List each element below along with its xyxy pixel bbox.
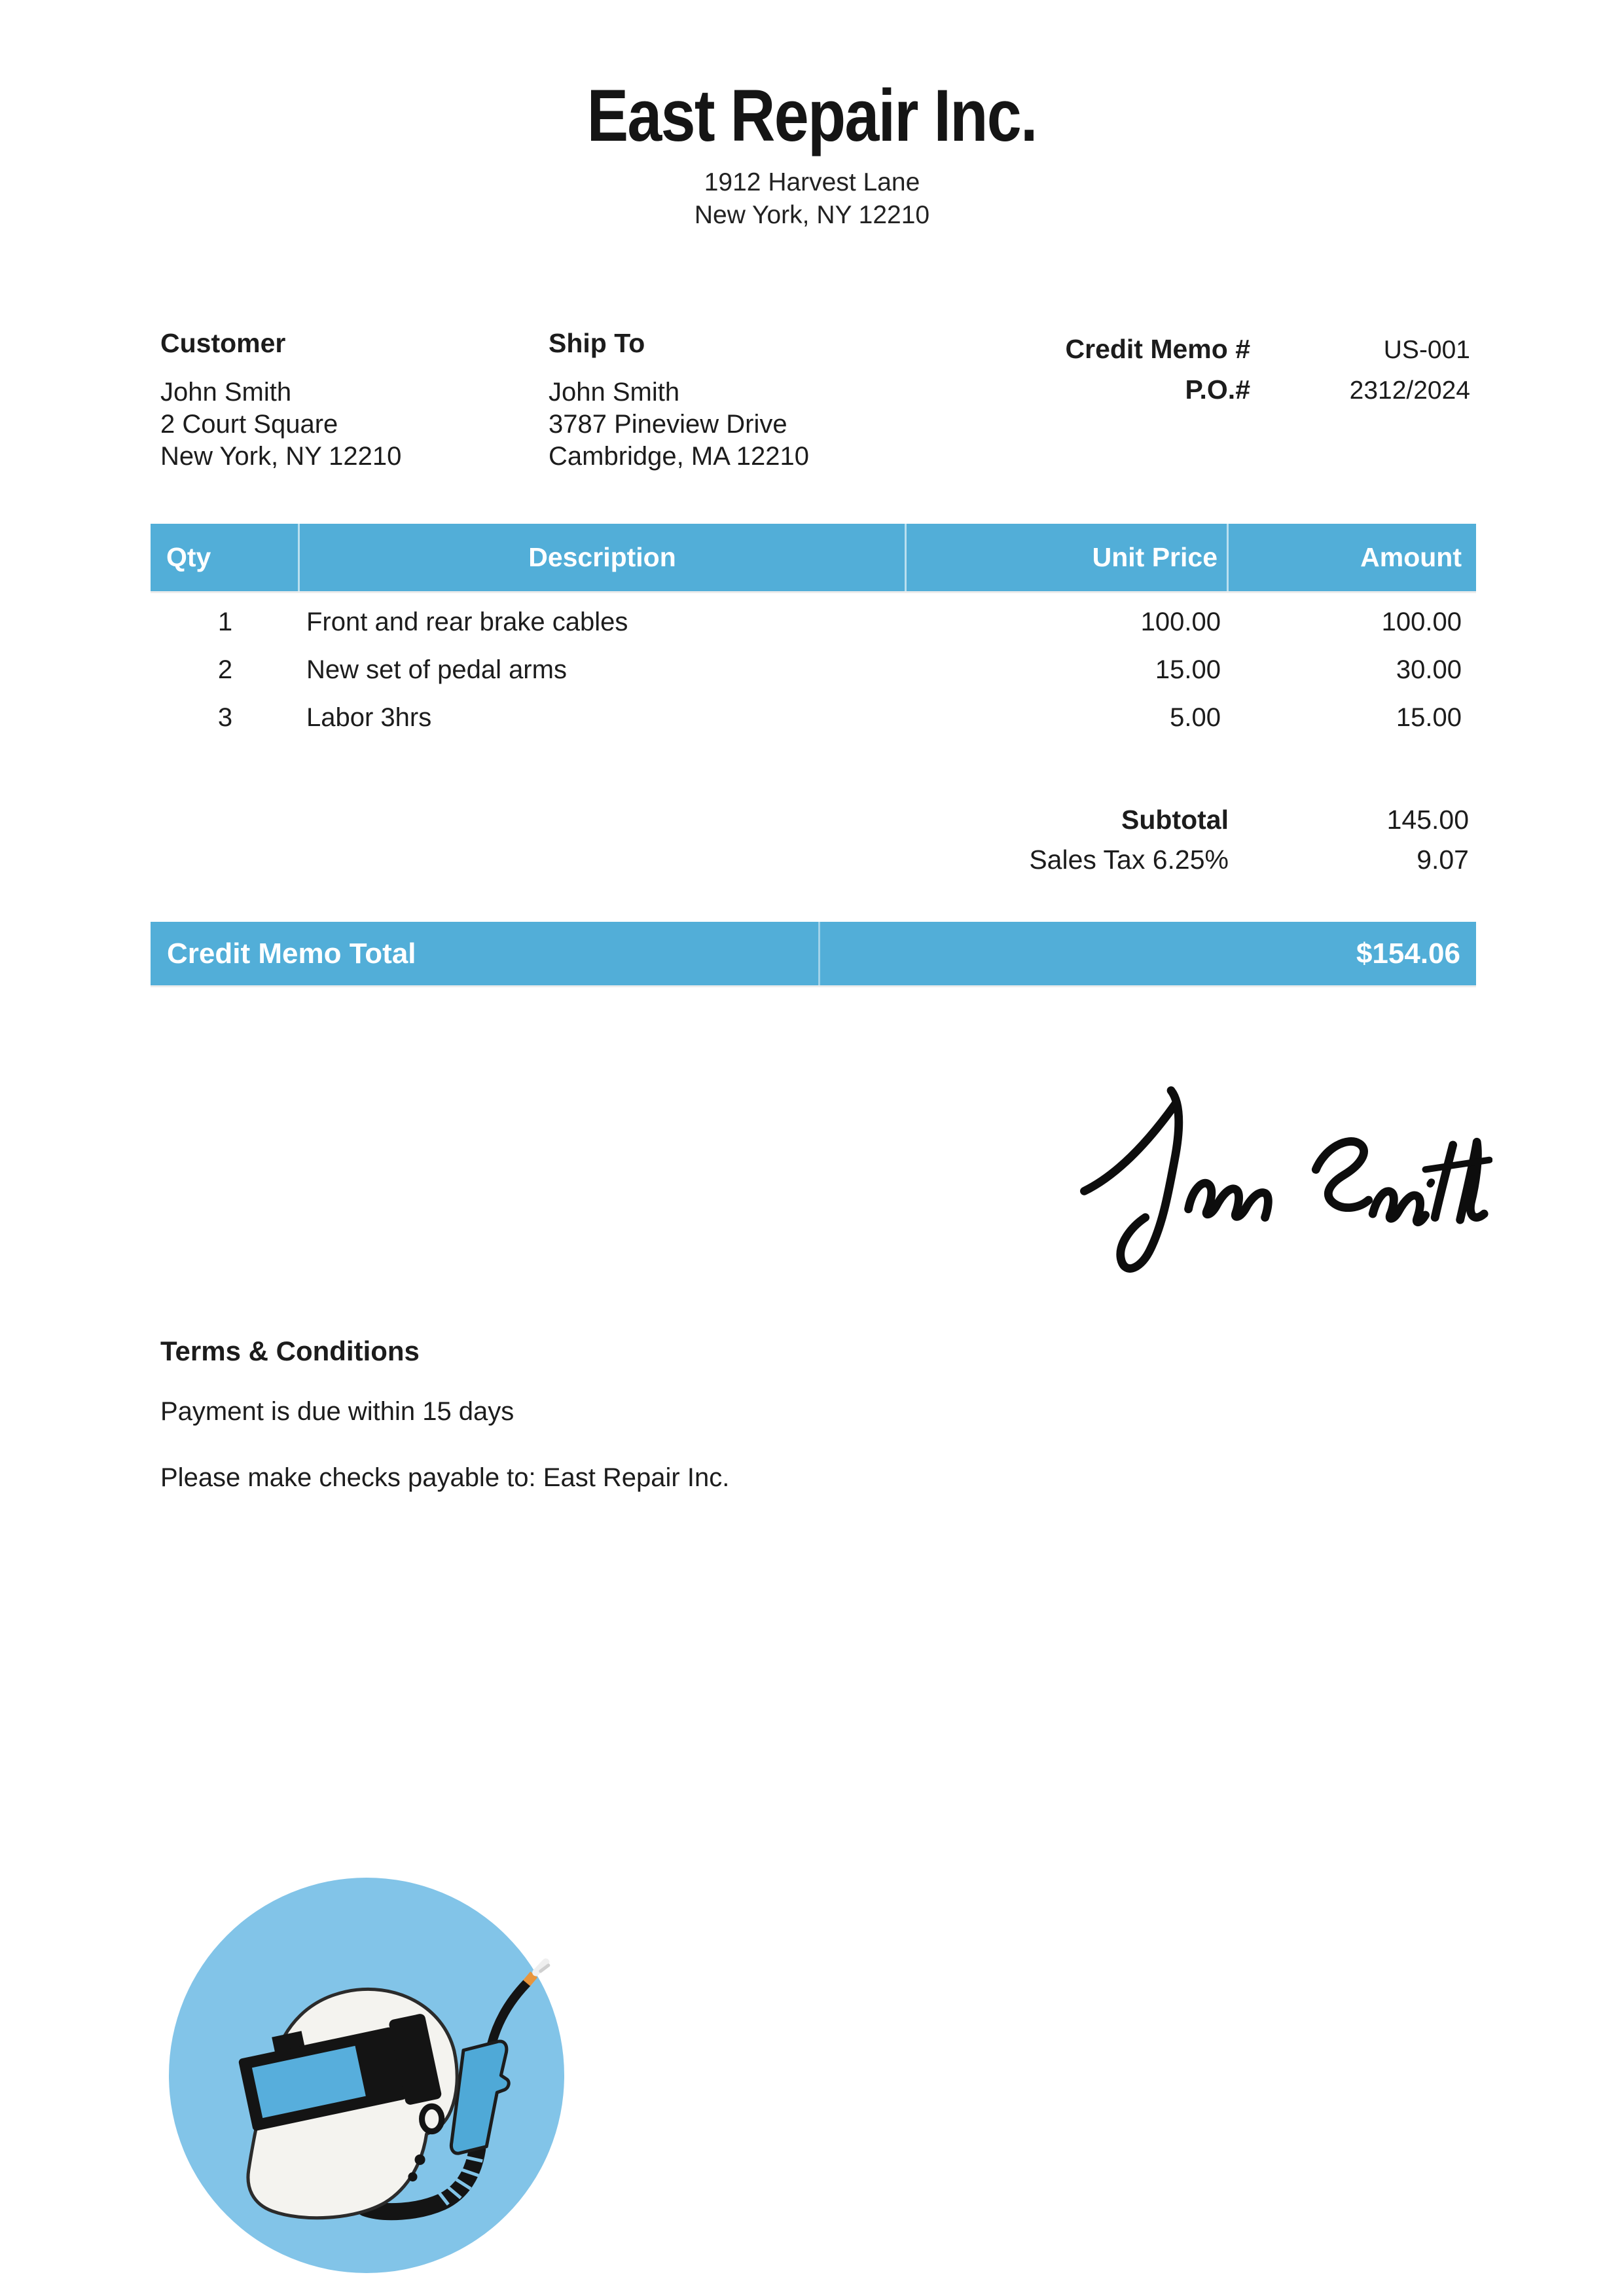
credit-memo-total-bar: [151, 922, 1476, 985]
customer-heading: Customer: [160, 328, 286, 358]
company-header: [0, 77, 1624, 232]
credit-memo-number-row: [949, 329, 1470, 370]
row3-unit-price: 5.00: [1170, 703, 1221, 732]
sales-tax-label: Sales Tax 6.25%: [1029, 845, 1229, 875]
ship-to-street: 3787 Pineview Drive: [549, 410, 787, 439]
ship-to-name: John Smith: [549, 378, 680, 407]
ship-to-block: [549, 327, 809, 473]
signature-icon: [1074, 1055, 1492, 1317]
table-row: [151, 646, 1476, 694]
company-address: [0, 166, 1624, 232]
terms-line2: Please make checks payable to: East Repair Inc.: [160, 1463, 730, 1492]
terms-line1: Payment is due within 15 days: [160, 1397, 514, 1426]
company-address-line2: New York, NY 12210: [694, 200, 930, 229]
header-description: Description: [300, 524, 907, 591]
row3-description: Labor 3hrs: [306, 703, 432, 732]
row3-amount: 15.00: [1396, 703, 1462, 732]
ship-to-city: Cambridge, MA 12210: [549, 442, 810, 471]
ship-to-heading: Ship To: [549, 328, 645, 358]
row3-qty: 3: [217, 703, 233, 732]
terms-heading: Terms & Conditions: [160, 1336, 420, 1366]
total-bar-divider: [818, 922, 820, 985]
header-qty: Qty: [151, 524, 300, 591]
total-bar-hairline: [151, 985, 1476, 987]
items-table-body: [151, 593, 1476, 742]
sales-tax-row: [805, 840, 1469, 880]
row2-unit-price: 15.00: [1155, 655, 1221, 684]
credit-memo-total-value: $154.06: [1356, 937, 1460, 970]
header-amount: Amount: [1360, 542, 1462, 572]
row1-description: Front and rear brake cables: [306, 608, 628, 636]
row1-unit-price: 100.00: [1140, 608, 1221, 636]
customer-block: [160, 327, 401, 473]
credit-memo-number-value: US-001: [1383, 336, 1470, 364]
customer-city: New York, NY 12210: [160, 442, 402, 471]
po-number-label: P.O.#: [1185, 374, 1250, 405]
items-table-header: [151, 524, 1476, 591]
credit-memo-total-label: Credit Memo Total: [167, 937, 416, 970]
row2-qty: 2: [217, 655, 233, 684]
header-unit-price: Unit Price: [907, 524, 1229, 591]
row1-qty: 1: [217, 608, 233, 636]
company-logo: [169, 1878, 564, 2273]
sales-tax-value: 9.07: [1416, 845, 1469, 875]
welding-helmet-icon: [169, 1878, 564, 2273]
company-address-line1: 1912 Harvest Lane: [704, 168, 920, 196]
row2-description: New set of pedal arms: [306, 655, 567, 684]
memo-meta-block: [949, 329, 1470, 410]
subtotal-label: Subtotal: [1121, 805, 1229, 835]
row2-amount: 30.00: [1396, 655, 1462, 684]
totals-block: [805, 800, 1469, 880]
customer-street: 2 Court Square: [160, 410, 338, 439]
table-row: [151, 694, 1476, 742]
subtotal-row: [805, 800, 1469, 840]
table-row: [151, 598, 1476, 646]
credit-memo-number-label: Credit Memo #: [1065, 334, 1250, 364]
subtotal-value: 145.00: [1386, 805, 1469, 835]
po-number-row: [949, 370, 1470, 410]
customer-name: John Smith: [160, 378, 292, 407]
signature-john-smith: [1074, 1055, 1492, 1317]
terms-block: [160, 1336, 729, 1493]
company-name: East Repair Inc.: [586, 75, 1038, 156]
row1-amount: 100.00: [1381, 608, 1462, 636]
po-number-value: 2312/2024: [1349, 376, 1470, 405]
